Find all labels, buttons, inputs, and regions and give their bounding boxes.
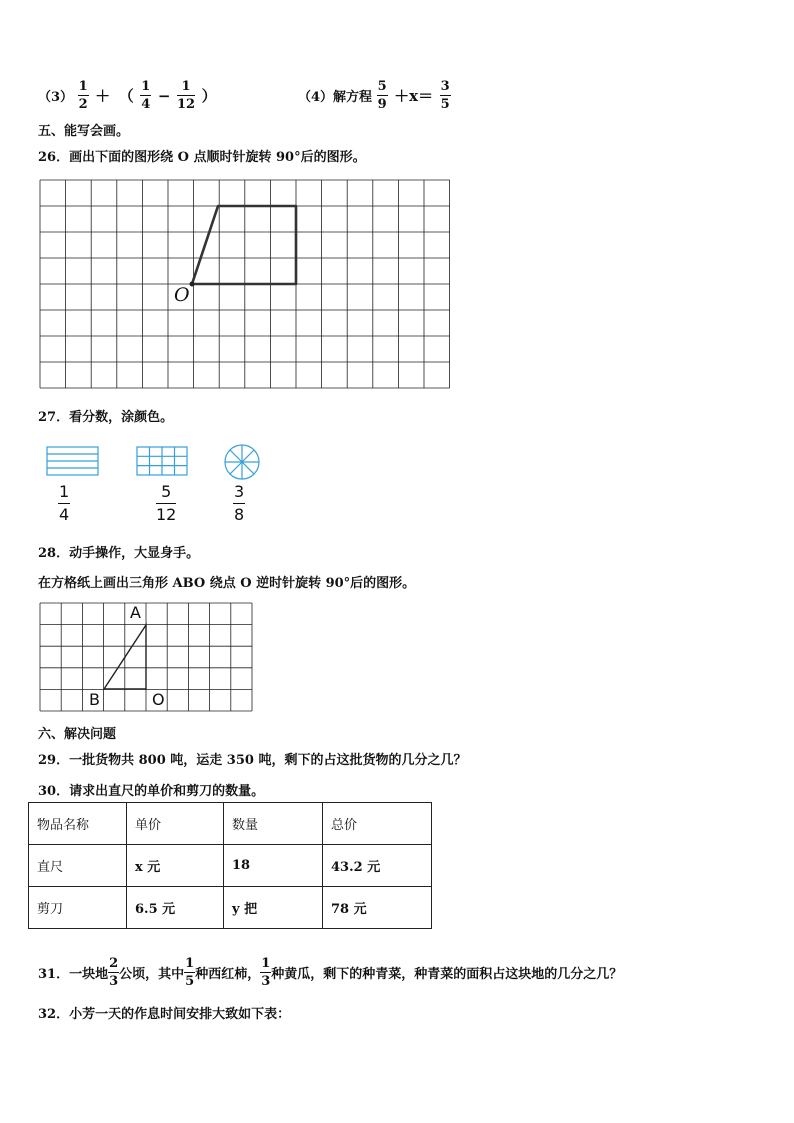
q28-grid bbox=[40, 603, 256, 715]
q26-point-label: O bbox=[174, 284, 190, 306]
q29-text: 29．一批货物共 800 吨，运走 350 吨，剩下的占这批货物的几分之几？ bbox=[38, 753, 467, 768]
q31-fraction-3: $\frac{1}{3}$ bbox=[261, 956, 271, 989]
q27-circle-eighths bbox=[223, 443, 261, 481]
q32-text: 32．小芳一天的作息时间安排大致如下表： bbox=[38, 1007, 291, 1022]
q4-label: （4）解方程 bbox=[298, 90, 373, 105]
q30-table bbox=[28, 802, 432, 929]
q31-text: 31．一块地 $\frac{2}{3}$ 公顷，其中 $\frac{1}{5}$ 种西红柿， $\frac{1}{3}$ 种黄瓜，剩下的种青菜，种青菜的面积占这块地的几分之几？ bbox=[38, 956, 623, 989]
table-cell: 18 bbox=[224, 845, 323, 887]
q28-text: 28．动手操作，大显身手。 bbox=[38, 546, 200, 561]
q3-fraction-b: $\frac{1}{4}$ bbox=[141, 79, 151, 112]
q27-fraction-3: $\frac{3}{8}$ bbox=[234, 482, 245, 524]
section-6-heading: 六、解决问题 bbox=[38, 727, 117, 742]
table-header-cell: 单价 bbox=[127, 803, 224, 845]
table-cell: 直尺 bbox=[29, 845, 127, 887]
q3-fraction-a: $\frac{1}{2}$ bbox=[78, 79, 88, 112]
q4-expression: （4）解方程 $\frac{5}{9}$ ＋x＝ $\frac{3}{5}$ bbox=[298, 79, 450, 112]
table-cell: x 元 bbox=[127, 845, 224, 887]
q31-fraction-2: $\frac{1}{5}$ bbox=[185, 956, 195, 989]
table-header-row bbox=[29, 803, 432, 845]
table-row bbox=[29, 845, 432, 887]
table-cell: 78 元 bbox=[323, 887, 432, 929]
q27-rect-quarters bbox=[46, 446, 100, 476]
table-cell: 43.2 元 bbox=[323, 845, 432, 887]
q26-point-o bbox=[190, 282, 195, 287]
q3-label: （3） bbox=[38, 90, 74, 105]
table-cell: 6.5 元 bbox=[127, 887, 224, 929]
q27-fraction-1: $\frac{1}{4}$ bbox=[59, 482, 70, 524]
q27-text: 27．看分数，涂颜色。 bbox=[38, 410, 174, 425]
table-cell: y 把 bbox=[224, 887, 323, 929]
q27-fraction-2: $\frac{5}{12}$ bbox=[156, 482, 177, 524]
q4-fraction-b: $\frac{3}{5}$ bbox=[440, 79, 450, 112]
q28-instruction: 在方格纸上画出三角形 ABO 绕点 O 逆时针旋转 90°后的图形。 bbox=[38, 576, 416, 591]
q26-text: 26．画出下面的图形绕 O 点顺时针旋转 90°后的图形。 bbox=[38, 150, 366, 165]
q4-fraction-a: $\frac{5}{9}$ bbox=[377, 79, 387, 112]
q28-label-b: B bbox=[89, 690, 100, 709]
q3-fraction-c: $\frac{1}{12}$ bbox=[176, 79, 196, 112]
q26-grid bbox=[40, 180, 450, 390]
q28-label-a: A bbox=[130, 603, 141, 622]
section-5-heading: 五、能写会画。 bbox=[38, 124, 130, 139]
q26-quadrilateral bbox=[192, 206, 296, 284]
table-header-cell: 总价 bbox=[323, 803, 432, 845]
q27-rect-twelfths bbox=[136, 446, 190, 476]
q31-fraction-1: $\frac{2}{3}$ bbox=[109, 956, 119, 989]
q30-text: 30．请求出直尺的单价和剪刀的数量。 bbox=[38, 784, 265, 799]
table-row bbox=[29, 887, 432, 929]
table-header-cell: 物品名称 bbox=[29, 803, 127, 845]
q3-expression: （3） $\frac{1}{2}$ ＋ （ $\frac{1}{4}$ − $\frac{1}{12}$ ） bbox=[38, 79, 217, 112]
table-header-cell: 数量 bbox=[224, 803, 323, 845]
q28-label-o: O bbox=[152, 690, 165, 709]
table-cell: 剪刀 bbox=[29, 887, 127, 929]
